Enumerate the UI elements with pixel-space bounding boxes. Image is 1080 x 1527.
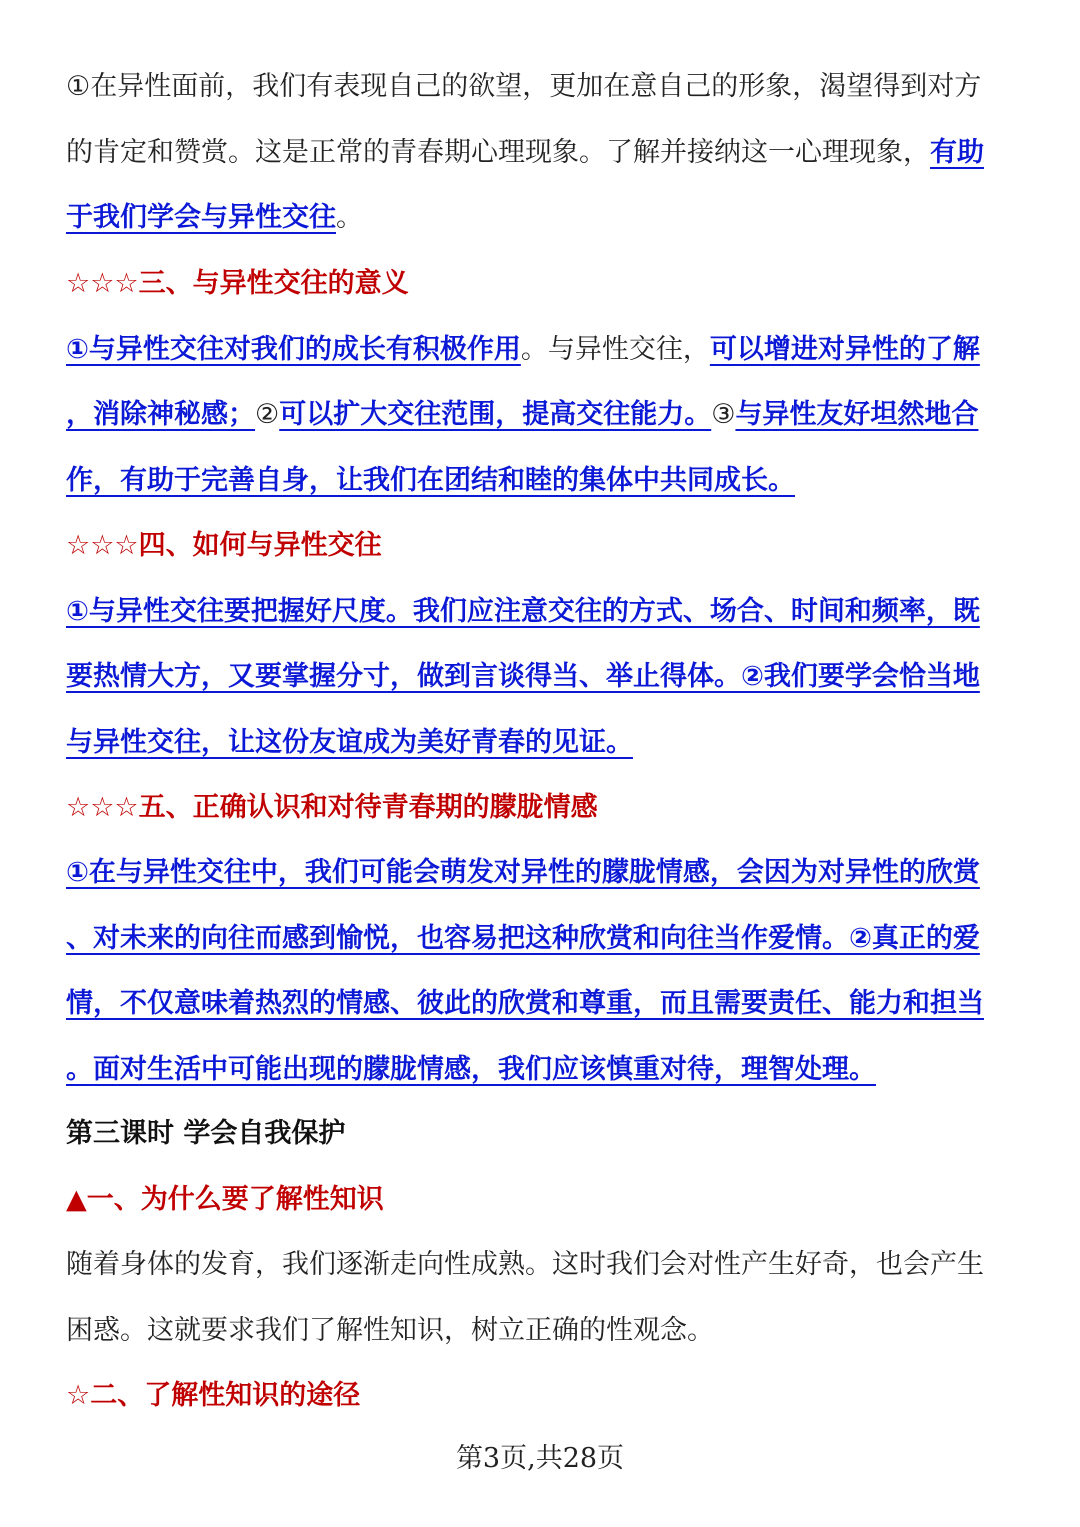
paragraph-line xyxy=(66,592,1020,632)
paragraph-line xyxy=(66,1245,1020,1285)
key-point: ①与异性交往要把握好尺度。我们应注意交往的方式、场合、时间和频率，既 xyxy=(66,596,980,627)
lesson-title: 第三课时 学会自我保护 xyxy=(66,1118,346,1149)
section-heading: ☆☆☆三、与异性交往的意义 xyxy=(66,268,409,299)
section-heading: ☆二、了解性知识的途径 xyxy=(66,1380,361,1411)
key-point: 可以扩大交往范围，提高交往能力。 xyxy=(279,399,712,430)
paragraph-line xyxy=(66,919,1020,959)
section-heading: ☆☆☆五、正确认识和对待青春期的朦胧情感 xyxy=(66,792,598,823)
key-point: 、对未来的向往而感到愉悦，也容易把这种欣赏和向往当作爱情。②真正的爱 xyxy=(66,923,980,954)
paragraph-line xyxy=(66,198,1020,238)
paragraph-line xyxy=(66,1311,1020,1351)
paragraph-line xyxy=(66,657,1020,697)
key-point: 于我们学会与异性交往 xyxy=(66,202,336,233)
paragraph-line xyxy=(66,67,1020,107)
page-number: 第3页,共28页 xyxy=(455,1443,625,1474)
key-point: 情，不仅意味着热烈的情感、彼此的欣赏和尊重，而且需要责任、能力和担当 xyxy=(66,988,984,1019)
text-run: ② xyxy=(255,399,280,430)
paragraph-line xyxy=(66,723,1020,763)
paragraph-line xyxy=(66,330,1020,370)
key-point: 有助 xyxy=(930,137,984,168)
text-run: 。 xyxy=(336,202,363,233)
paragraph-line xyxy=(66,133,1020,173)
key-point: 。面对生活中可能出现的朦胧情感，我们应该慎重对待，理智处理。 xyxy=(66,1054,876,1085)
paragraph-line xyxy=(66,461,1020,501)
paragraph-line xyxy=(66,984,1020,1024)
key-point: 与异性友好坦然地合 xyxy=(735,399,979,430)
key-point: 要热情大方，又要掌握分寸，做到言谈得当、举止得体。②我们要学会恰当地 xyxy=(66,661,980,692)
key-point: 作，有助于完善自身，让我们在团结和睦的集体中共同成长。 xyxy=(66,465,795,496)
key-point: 与异性交往，让这份友谊成为美好青春的见证。 xyxy=(66,727,633,758)
text-run: ①在异性面前，我们有表现自己的欲望，更加在意自己的形象，渴望得到对方 xyxy=(66,71,982,102)
text-run: 随着身体的发育，我们逐渐走向性成熟。这时我们会对性产生好奇，也会产生 xyxy=(66,1249,984,1280)
text-run: ③ xyxy=(711,399,736,430)
text-run: 的肯定和赞赏。这是正常的青春期心理现象。了解并接纳这一心理现象， xyxy=(66,137,930,168)
key-point: 可以增进对异性的了解 xyxy=(709,334,980,365)
key-point: ，消除神秘感； xyxy=(66,399,255,430)
key-point: ①与异性交往对我们的成长有积极作用 xyxy=(66,334,521,365)
text-run: 困惑。这就要求我们了解性知识，树立正确的性观念。 xyxy=(66,1315,714,1346)
text-run: 。与异性交往， xyxy=(520,334,710,365)
paragraph-line xyxy=(66,853,1020,893)
section-heading: ▲一、为什么要了解性知识 xyxy=(66,1184,384,1215)
key-point: ①在与异性交往中，我们可能会萌发对异性的朦胧情感，会因为对异性的欣赏 xyxy=(66,857,980,888)
paragraph-line xyxy=(66,1050,1020,1090)
section-heading: ☆☆☆四、如何与异性交往 xyxy=(66,530,382,561)
paragraph-line xyxy=(66,395,1020,435)
